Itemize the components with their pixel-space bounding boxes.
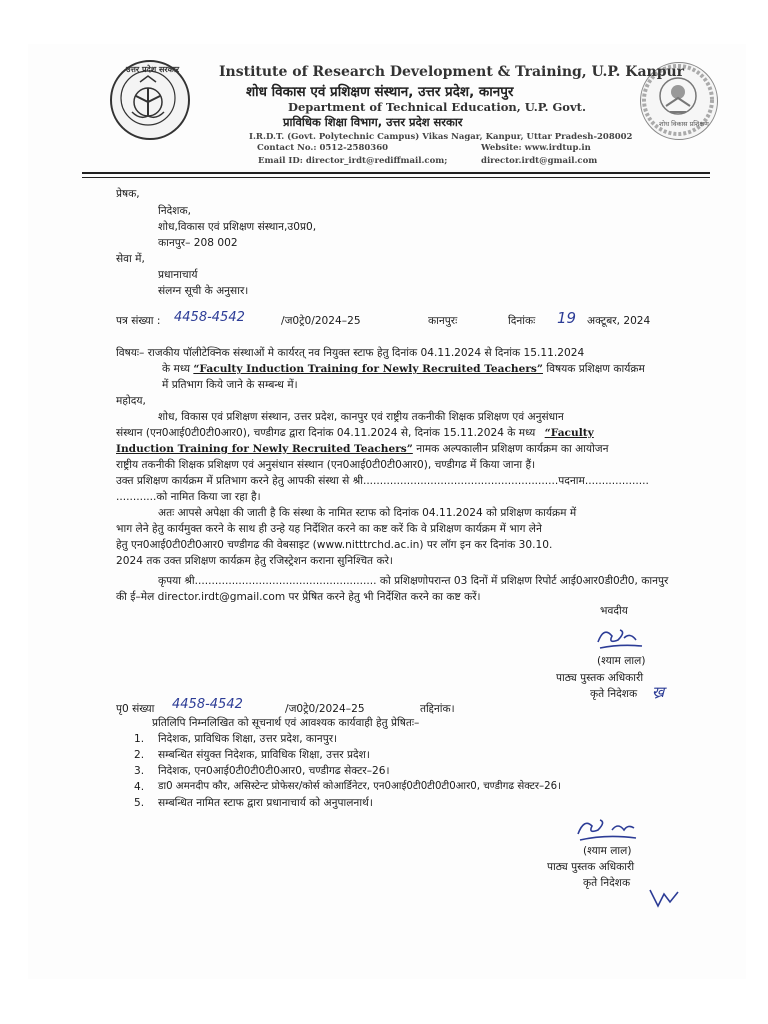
- address: I.R.D.T. (Govt. Polytechnic Campus) Vikas Nagar, Kanpur, Uttar Pradesh-208002: [249, 132, 633, 142]
- subject-course-title: “Faculty Induction Training for Newly Recruited Teachers”: [193, 363, 543, 375]
- para2-line1: अतः आपसे अपेक्षा की जाती है कि संस्था के नामित स्टाफ को दिनांक 04.11.2024 को प्रशिक्षण कार्यक्रम में: [158, 507, 577, 519]
- para1-line1: शोध, विकास एवं प्रशिक्षण संस्थान, उत्तर प्रदेश, कानपुर एवं राष्ट्रीय तकनीकी शिक्षक प्रशिक्षण एवं अनुसंधान: [158, 411, 564, 423]
- sender-line-3: कानपुर– 208 002: [158, 237, 238, 249]
- para1-line4: राष्ट्रीय तकनीकी शिक्षक प्रशिक्षण एवं अनुसंधान संस्थान (एन0आई0टी0टी0आर0), चण्डीगढ में किया जाना हैं।: [116, 459, 536, 471]
- ref-number-handwritten: 4458-4542: [174, 310, 245, 325]
- subject-line-3: में प्रतिभाग किये जाने के सम्बन्ध में।: [162, 379, 298, 391]
- signature-2-initials: [646, 884, 682, 912]
- ref-date-rest: अक्टूबर, 2024: [587, 315, 651, 327]
- copy-list-number: 5.: [134, 797, 145, 809]
- para1-line6: ............को नामित किया जा रहा है।: [116, 491, 261, 503]
- subject-post: विषयक प्रशिक्षण कार्यक्रम: [546, 363, 645, 375]
- para1-line2: [116, 425, 594, 441]
- subject-line-2: [162, 361, 645, 377]
- sender-line-1: निदेशक,: [158, 205, 191, 217]
- header-rule: [82, 172, 710, 174]
- copy-list-number: 4.: [134, 781, 145, 793]
- recipient-label: सेवा में,: [116, 253, 145, 265]
- header-rule-thin: [82, 177, 710, 178]
- signature-2: [572, 812, 644, 846]
- ref-date-day-handwritten: 19: [557, 309, 577, 327]
- copy-list-item: सम्बन्धित संयुक्त निदेशक, प्राविधिक शिक्षा, उत्तर प्रदेश।: [158, 749, 370, 761]
- para1-course-title-a: “Faculty: [544, 427, 594, 439]
- para1-line5: उक्त प्रशिक्षण कार्यक्रम में प्रतिभाग करने हेतु आपकी संस्था से श्री..........................................................पदनाम...................: [116, 475, 649, 487]
- copy-list-item: डा0 अमनदीप कौर, असिस्टेन्ट प्रोफेसर/कोर्स कोआर्डिनेटर, एन0आई0टी0टी0टी0आर0, चण्डीगढ सेक्टर–26।: [158, 781, 561, 792]
- sender-line-2: शोध,विकास एवं प्रशिक्षण संस्थान,उ0प्र0,: [158, 221, 317, 233]
- copy-list-number: 1.: [134, 733, 145, 745]
- para1-line3: [116, 441, 609, 457]
- department-name-hi: प्राविधिक शिक्षा विभाग, उत्तर प्रदेश सरकार: [283, 115, 463, 129]
- sender-label: प्रेषक,: [116, 188, 140, 200]
- endorsement-number-handwritten: 4458-4542: [172, 697, 243, 712]
- endorsement-date: तद्दिनांक।: [420, 703, 455, 715]
- signature-2-for: कृते निदेशक: [583, 877, 631, 889]
- signature-1-initials: ख्र: [652, 683, 665, 701]
- copy-list-number: 3.: [134, 765, 145, 777]
- endorsement-prefix: पृ0 संख्या: [116, 703, 155, 715]
- signature-1-name: (श्याम लाल): [597, 655, 646, 667]
- para2-line4: 2024 तक उक्त प्रशिक्षण कार्यक्रम हेतु रजिस्ट्रेशन कराना सुनिश्चित करे।: [116, 555, 393, 567]
- copy-list-item: निदेशक, एन0आई0टी0टी0टी0आर0, चण्डीगढ सेक्टर–26।: [158, 765, 390, 777]
- signature-1: [590, 622, 650, 656]
- emblem-caption: उत्तर प्रदेश सरकार: [126, 65, 180, 74]
- recipient-line-2: संलग्न सूची के अनुसार।: [158, 285, 249, 297]
- subject-line-1: विषयः– राजकीय पॉलीटेक्निक संस्थाओं मे कार्यरत् नव नियुक्त स्टाफ हेतु दिनांक 04.11.2024 से दिनांक 15.11.2024: [116, 347, 585, 359]
- ref-date-label: दिनांकः: [508, 315, 536, 327]
- institute-name-hi: शोध विकास एवं प्रशिक्षण संस्थान, उत्तर प्रदेश, कानपुर: [246, 84, 514, 100]
- para1-line2-text: संस्थान (एन0आई0टी0टी0आर0), चण्डीगढ द्वारा दिनांक 04.11.2024 से, दिनांक 15.11.2024 के मध्य: [116, 427, 536, 439]
- para3-line2: की ई–मेल director.irdt@gmail.com पर प्रेषित करने हेतु भी निर्देशित करने का कष्ट करें।: [116, 591, 481, 603]
- logo-caption: शोध विकास प्रशिक्षण: [659, 120, 709, 128]
- email-secondary: director.irdt@gmail.com: [481, 156, 598, 166]
- copy-list-item: सम्बन्धित नामित स्टाफ द्वारा प्रधानाचार्य को अनुपालनार्थ।: [158, 797, 373, 809]
- copy-list-number: 2.: [134, 749, 145, 761]
- copy-list-item: निदेशक, प्राविधिक शिक्षा, उत्तर प्रदेश, कानपुर।: [158, 733, 338, 745]
- ref-prefix: पत्र संख्या :: [116, 315, 161, 327]
- para1-course-title-b: Induction Training for Newly Recruited Teachers”: [116, 443, 413, 455]
- signature-2-title: पाठ्य पुस्तक अधिकारी: [547, 861, 635, 873]
- salutation: महोदय,: [116, 395, 146, 407]
- department-name-en: Department of Technical Education, U.P. Govt.: [288, 100, 586, 114]
- para2-line3: हेतु एन0आई0टी0टी0आर0 चण्डीगढ की वेबसाइट (www.nitttrchd.ac.in) पर लॉग इन कर दिनांक 30.10.: [116, 539, 553, 551]
- ref-suffix: /ज0ट्रे0/2024–25: [281, 315, 361, 327]
- institute-name-en: Institute of Research Development & Training, U.P. Kanpur: [219, 64, 685, 80]
- website: Website: www.irdtup.in: [481, 143, 591, 153]
- endorsement-intro: प्रतिलिपि निम्नलिखित को सूचनार्थ एवं आवश्यक कार्यवाही हेतु प्रेषितः–: [152, 717, 420, 729]
- signature-2-name: (श्याम लाल): [583, 845, 632, 857]
- signature-1-title: पाठ्य पुस्तक अधिकारी: [556, 672, 644, 684]
- email-primary: Email ID: director_irdt@rediffmail.com;: [258, 156, 448, 166]
- para1-line3-text: नामक अल्पकालीन प्रशिक्षण कार्यक्रम का आयोजन: [416, 443, 609, 455]
- closing: भवदीय: [600, 605, 628, 617]
- contact-number: Contact No.: 0512-2580360: [257, 143, 389, 153]
- ref-place: कानपुरः: [428, 315, 458, 327]
- recipient-line-1: प्रधानाचार्य: [158, 269, 198, 281]
- para2-line2: भाग लेने हेतु कार्यमुक्त करने के साथ ही उन्हे यह निर्देशित करने का कष्ट करें कि वे प्रशिक्षण कार्यक्रम में भाग लेने: [116, 523, 542, 535]
- up-govt-emblem: [110, 60, 190, 140]
- signature-1-for: कृते निदेशक: [590, 688, 638, 700]
- para3-line1: कृपया श्री...................................................... को प्रशिक्षणोपरान्त 03 दिनों में प्रशिक्षण रिपोर्ट आई0आर0डी0टी0, कानपुर: [158, 575, 669, 587]
- subject-pre: के मध्य: [162, 363, 190, 375]
- endorsement-suffix: /ज0ट्रे0/2024–25: [285, 703, 365, 715]
